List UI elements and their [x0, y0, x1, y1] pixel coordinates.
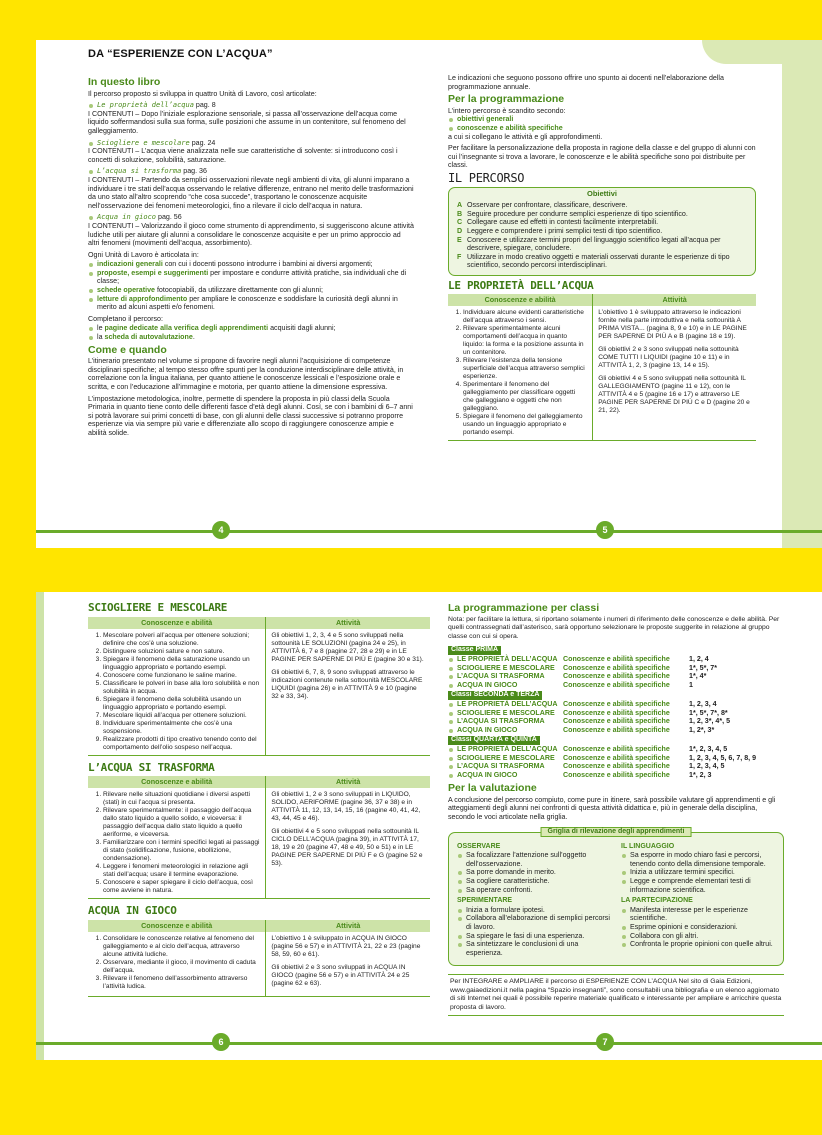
unit-table	[88, 920, 430, 997]
paragraph: L’intero percorso è scandito secondo:	[448, 106, 566, 115]
table-header: Conoscenze e abilità	[88, 617, 266, 629]
skills-numbers: 1, 2, 3*, 4*, 5	[689, 717, 731, 726]
knowledge-item: 4. Sperimentare il fenomeno del galleggiamento per classificare oggetti che galleggiano e oggetti che non galleggiano.	[463, 381, 587, 413]
list-item	[88, 295, 414, 312]
grid-group-title: LA PARTECIPAZIONE	[621, 897, 693, 905]
objectives-title: Obiettivi	[586, 188, 617, 198]
skills-numbers: 1, 2, 3, 4, 5	[689, 762, 725, 771]
skills-numbers: 1, 2, 3, 4, 5, 6, 7, 8, 9	[689, 753, 757, 762]
unit-page: pag. 56	[158, 213, 182, 222]
item-text: .	[192, 333, 195, 342]
unit-name: Sciogliere e mescolare	[97, 138, 190, 147]
unit-name: L’ACQUA SI TRASFORMA	[457, 717, 545, 726]
knowledge-list	[103, 935, 260, 991]
objective-letter: D	[457, 226, 463, 235]
knowledge-item: 1. Consolidare le conoscenze relative al fenomeno del galleggiamento e al ciclo dell’acqua, attraverso alcune attività ludiche.	[103, 935, 260, 959]
unit-page: pag. 8	[195, 101, 216, 110]
page-number: 6	[212, 1033, 230, 1051]
knowledge-item: 2. Distinguere soluzioni sature e non sature.	[103, 648, 260, 656]
knowledge-item: 3. Familiarizzare con i termini specifici legati ai passaggi di stato (solidificazione, fusione, ebollizione, condensazione).	[103, 839, 260, 863]
class-tag: Classi QUARTA e QUINTA	[448, 736, 540, 745]
item-text: fotocopiabili, da utilizzare direttamente con gli alunni;	[154, 286, 323, 295]
activities-cell	[266, 629, 430, 756]
unit-name: SCIOGLIERE E MESCOLARE	[457, 663, 555, 672]
section-title: Come e quando	[88, 343, 167, 356]
paragraph: Il percorso proposto si sviluppa in quattro Unità di Lavoro, così articolate:	[88, 89, 317, 98]
page-number: 4	[212, 521, 230, 539]
class-distribution	[448, 644, 784, 779]
paragraph: L’itinerario presentato nel volume si propone di favorire negli alunni l’acquisizione di competenze disciplinari specifiche; al tempo stesso offre spunti per la conduzione interdisciplinare delle attività, in correlazione con la lingua italiana, per quanto attiene le conoscenze lessicali e l’esposizione orale e scritta, e con l’educazione all’immagine e motoria, per quanto attiene la dimensione espressiva.	[88, 357, 404, 391]
section-title: Per la programmazione	[448, 93, 565, 106]
unit-name: L’ACQUA SI TRASFORMA	[457, 762, 545, 771]
unit-table	[448, 294, 756, 441]
unit-name: LE PROPRIETÀ DELL’ACQUA	[457, 654, 558, 663]
grid-group-title: OSSERVARE	[457, 842, 501, 850]
grid-item: Esprime opinioni e considerazioni.	[621, 923, 775, 932]
item-key: scheda di autovalutazione	[104, 333, 193, 342]
objective-letter: C	[457, 218, 463, 227]
class-row	[448, 672, 784, 681]
list-item	[88, 324, 414, 333]
list-item	[88, 333, 414, 342]
unit-table	[88, 617, 430, 756]
table-header: Attività	[266, 776, 430, 788]
objective-text: Leggere e comprendere i primi semplici testi di tipo scientifico.	[467, 226, 663, 235]
grid-item: Inizia a formulare ipotesi.	[457, 906, 611, 915]
section-title: In questo libro	[88, 76, 161, 88]
grid-group-title: SPERIMENTARE	[457, 897, 513, 905]
unit-table	[88, 776, 430, 899]
knowledge-item: 1. Mescolare polveri all’acqua per ottenere soluzioni; definire che cos’è una soluzione.	[103, 632, 260, 648]
table-header: Conoscenze e abilità	[448, 294, 593, 306]
unit-heading	[88, 139, 414, 148]
objective-letter: F	[457, 252, 462, 261]
paragraph: Nota: per facilitare la lettura, si riportano solamente i numeri di riferimento delle conoscenze e delle abilità. Per quelli contrassegnati dall’asterisco, sarà opportuno selezionare le proposte suggerite in relazione al gruppo classe con cui si opera.	[448, 615, 780, 640]
class-row	[448, 681, 784, 690]
page-7-column	[448, 600, 784, 1016]
knowledge-item: 5. Spiegare il fenomeno del galleggiamento usando un linguaggio appropriato e portando esempi.	[463, 413, 587, 437]
knowledge-list	[103, 791, 260, 895]
class-row	[448, 745, 784, 754]
list-item	[88, 286, 414, 295]
unit-name: Acqua in gioco	[97, 213, 157, 222]
objective-item	[457, 201, 747, 210]
grid-item: Sa focalizzare l’attenzione sull’oggetto dell’osservazione.	[457, 851, 611, 868]
skills-numbers: 1*, 5*, 7*	[689, 663, 718, 672]
page-header	[88, 48, 273, 60]
unit-description: I CONTENUTI – L’acqua viene analizzata nelle sue caratteristiche di solvente: si introducono così i concetti di soluzione, solubilità, saturazione.	[88, 147, 398, 164]
unit-name: SCIOGLIERE E MESCOLARE	[457, 753, 555, 762]
unit-list	[88, 101, 414, 248]
item-key: indicazioni generali	[97, 260, 163, 269]
class-row	[448, 717, 784, 726]
knowledge-item: 4. Conoscere come funzionano le saline marine.	[103, 672, 260, 680]
paragraph: L’impostazione metodologica, inoltre, permette di spendere la proposta in più classi della Scuola Primaria in quanto tiene conto delle differenti fasce d’età degli alunni. Così, se con i bambini di 6–7 anni si potrà lavorare sui primi concetti di base, con gli alunni delle classi successive si potranno proporre esperienze via via sempre più varie e differenziate allo scopo di raggiungere conoscenze ampie e abilità solide.	[88, 394, 413, 437]
knowledge-item: 2. Rilevare sperimentalmente: il passaggio dell’acqua dallo stato liquido a quello solido, e viceversa: il passaggio dell’acqua dallo stato liquido a quello aeriforme, e viceversa.	[103, 807, 260, 839]
skills-label: Conoscenze e abilità specifiche	[563, 680, 670, 689]
section-title: La programmazione per classi	[448, 602, 600, 614]
skills-label: Conoscenze e abilità specifiche	[563, 753, 670, 762]
skills-numbers: 1*, 5*, 7*, 8*	[689, 708, 728, 717]
objective-text: Collegare cause ed effetti in contesti facilmente interpretabili.	[467, 218, 659, 227]
knowledge-item: 4. Leggere i fenomeni meteorologici in relazione agli stati dell’acqua; usare il termine evaporazione.	[103, 863, 260, 879]
skills-label: Conoscenze e abilità specifiche	[563, 699, 670, 708]
header-prefix: DA	[88, 48, 108, 60]
unit-name: ACQUA IN GIOCO	[457, 770, 518, 779]
grid-group-list	[457, 851, 611, 894]
knowledge-item: 7. Mescolare liquidi all’acqua per ottenere soluzioni.	[103, 712, 260, 720]
info-note: Per INTEGRARE e AMPLIARE il percorso di ESPERIENZE CON L’ACQUA Nel sito di Gaia Edizioni, www.gaiaedizioni.it nella pagina “Spazio insegnanti”, sono consultabili una bibliografia e un elenco aggiornato di siti Internet nei quali è possibile reperire materiale qualificato e interessante per ampliare e arricchire questa proposta di lavoro.	[448, 974, 784, 1016]
item-key: letture di approfondimento	[97, 294, 188, 303]
objective-text: Conoscere e utilizzare termini propri del linguaggio scientifico legati all’acqua per descrivere, spiegare, concludere.	[467, 235, 721, 253]
bullet-icon	[89, 216, 93, 220]
grid-group-list	[621, 906, 775, 949]
objective-item	[457, 218, 747, 227]
objective-letter: E	[457, 235, 462, 244]
list-item: obiettivi generali	[448, 115, 756, 124]
objective-letter: A	[457, 201, 463, 210]
header-title: “ESPERIENZE CON L’ACQUA”	[107, 48, 273, 60]
bullet-list	[88, 260, 414, 312]
skills-numbers: 1, 2*, 3*	[689, 725, 715, 734]
page-4-column	[88, 74, 414, 441]
grid-group-list	[621, 851, 775, 894]
knowledge-item: 6. Spiegare il fenomeno della solubilità usando un linguaggio appropriato e portando esempi.	[103, 696, 260, 712]
grid-item: Legge e comprende elementari testi di informazione scientifica.	[621, 877, 775, 894]
grid-group-title: IL LINGUAGGIO	[621, 842, 675, 850]
skills-numbers: 1*, 2, 3	[689, 770, 712, 779]
skills-label: Conoscenze e abilità specifiche	[563, 770, 670, 779]
section-title: IL PERCORSO	[448, 170, 525, 185]
spread-pages-4-5	[36, 40, 822, 548]
grid-item: Sa sintetizzare le conclusioni di una esperienza.	[457, 940, 611, 957]
unit-heading	[88, 101, 414, 110]
unit-description: I CONTENUTI – Dopo l’iniziale esplorazione sensoriale, si passa all’osservazione dell’acqua come liquido soffermandosi sulla sua forma, sulle posizioni che assume in un contenitore, sul fenomeno del galleggiamento.	[88, 109, 406, 135]
table-header: Conoscenze e abilità	[88, 920, 266, 932]
item-prefix: la	[97, 333, 105, 342]
item-text: per ampliare le conoscenze e soddisfare la curiosità degli alunni in merito ad alcuni aspetti e/o fenomeni.	[97, 294, 398, 312]
unit-page: pag. 24	[191, 138, 216, 147]
knowledge-item: 5. Classificare le polveri in base alla loro solubilità e non solubilità in acqua.	[103, 680, 260, 696]
grid-item: Confronta le proprie opinioni con quelle altrui.	[621, 940, 775, 949]
grid-item: Sa esporre in modo chiaro fasi e percorsi, tenendo conto della dimensione temporale.	[621, 851, 775, 868]
class-row	[448, 762, 784, 771]
page-5-column	[448, 74, 756, 441]
knowledge-item: 1. Rilevare nelle situazioni quotidiane i diversi aspetti (stati) in cui l’acqua si presenta.	[103, 791, 260, 807]
item-key: proposte, esempi e suggerimenti	[97, 268, 209, 277]
objective-item	[457, 227, 747, 236]
unit-name: ACQUA IN GIOCO	[457, 725, 518, 734]
knowledge-item: 1. Individuare alcune evidenti caratteristiche dell’acqua attraverso i sensi.	[463, 309, 587, 325]
class-row	[448, 754, 784, 763]
skills-label: Conoscenze e abilità specifiche	[563, 717, 670, 726]
footer-rule	[36, 530, 822, 533]
class-row	[448, 664, 784, 673]
unit-name: L’acqua si trasforma	[97, 167, 182, 176]
unit-title: L’ACQUA SI TRASFORMA	[88, 760, 215, 774]
bullet-icon	[89, 104, 93, 108]
knowledge-item: 9. Realizzare prodotti di tipo creativo tenendo conto del comportamento dell’olio sospeso nell’acqua.	[103, 736, 260, 752]
knowledge-list	[463, 309, 587, 437]
item-text: con cui i docenti possono introdurre i bambini ai diversi argomenti;	[162, 260, 373, 269]
knowledge-item: 5. Conoscere e saper spiegare il ciclo dell’acqua, così come avviene in natura.	[103, 879, 260, 895]
unit-name: LE PROPRIETÀ DELL’ACQUA	[457, 699, 558, 708]
paragraph: Per facilitare la personalizzazione della proposta in ragione della classe e del gruppo di alunni con cui l’insegnante si trova a lavorare, le conoscenze e le abilità specifiche sono poi distribuite per classi.	[448, 144, 756, 170]
page-edge-decoration	[782, 40, 822, 548]
table-header: Attività	[593, 294, 756, 306]
grid-item: Sa operare confronti.	[457, 886, 611, 895]
paragraph: Completano il percorso:	[88, 314, 163, 323]
footer-rule	[36, 1042, 822, 1045]
activity-text: Gli obiettivi 6, 7, 8, 9 sono sviluppati attraverso le indicazioni contenute nella sottounità MESCOLARE LIQUIDI (pagina 26) e in ATTIVITÀ 9 e 10 (pagine 32 e 33, 34).	[271, 668, 423, 700]
objective-text: Utilizzare in modo creativo oggetti e materiali osservati durante le esperienze di tipo scientifico, secondo percorsi interdisciplinari.	[467, 252, 730, 270]
unit-title: LE PROPRIETÀ DELL’ACQUA	[448, 278, 594, 292]
item-text: per impostare e condurre attività pratiche, sia individuali che di classe;	[97, 268, 407, 286]
activities-cell	[593, 306, 756, 441]
knowledge-item: 2. Osservare, mediante il gioco, il movimento di caduta dell’acqua.	[103, 959, 260, 975]
unit-description: I CONTENUTI – Partendo da semplici osservazioni rilevate negli ambienti di vita, gli alunni imparano a individuare i tre stati dell’acqua osservando le relative differenze, entrano nel merito delle trasformazioni da uno stato all’altro scoprendo “che cosa succede”, trasportano le conoscenze acquisite nell’osservazione dei fenomeni meteorologici, fino a rilevare il ciclo dell’acqua in natura.	[88, 175, 414, 210]
skills-numbers: 1	[689, 680, 693, 689]
objective-item	[457, 210, 747, 219]
skills-numbers: 1*, 2, 3, 4, 5	[689, 744, 728, 753]
objective-letter: B	[457, 209, 463, 218]
skills-label: Conoscenze e abilità specifiche	[563, 654, 670, 663]
activity-text: Gli obiettivi 2 e 3 sono sviluppati in ACQUA IN GIOCO (pagine 56 e 57) e in ATTIVITÀ 24 e 25 (pagine 62 e 63).	[271, 963, 410, 987]
grid-item: Inizia a utilizzare termini specifici.	[621, 868, 775, 877]
class-row	[448, 655, 784, 664]
bullet-list	[448, 115, 756, 132]
skills-numbers: 1*, 4*	[689, 672, 707, 681]
objective-item	[457, 253, 747, 270]
unit-title: SCIOGLIERE E MESCOLARE	[88, 601, 228, 614]
activity-text: Gli obiettivi 4 e 5 sono sviluppati nella sottounità IL CICLO DELL’ACQUA (pagina 39), in ATTIVITÀ 17, 18, 19 e 20 (pagine 47, 48 e 49, 50 e 51) e in LE PAGINE PER SAPERNE DI PIÙ F e G (pagine 52 e 53).	[271, 828, 423, 868]
activities-cell	[266, 932, 430, 997]
paragraph: Le indicazioni che seguono possono offrire uno spunto ai docenti nell’elaborazione della programmazione annuale.	[448, 74, 724, 91]
page-corner-decoration	[702, 40, 822, 64]
class-tag: Classi SECONDA e TERZA	[448, 691, 542, 700]
skills-numbers: 1, 2, 4	[689, 654, 709, 663]
skills-numbers: 1, 2, 3, 4	[689, 699, 717, 708]
page-number: 7	[596, 1033, 614, 1051]
grid-item: Sa porre domande in merito.	[457, 868, 611, 877]
unit-name: L’ACQUA SI TRASFORMA	[457, 672, 545, 681]
table-header: Conoscenze e abilità	[88, 776, 266, 788]
unit-name: LE PROPRIETÀ DELL’ACQUA	[457, 744, 558, 753]
skills-label: Conoscenze e abilità specifiche	[563, 708, 670, 717]
objectives-list	[457, 201, 747, 270]
grid-group-list	[457, 906, 611, 958]
spread-pages-6-7	[36, 592, 822, 1060]
paragraph: A conclusione del percorso compiuto, come pure in itinere, sarà possibile valutare gli apprendimenti e gli atteggiamenti degli alunni nei confronti di questa attività didattica e, più in generale della disciplina, secondo le voci articolate nella griglia.	[448, 795, 776, 822]
page-6-column	[88, 600, 430, 997]
class-row	[448, 700, 784, 709]
activity-text: Gli obiettivi 2 e 3 sono sviluppati nella sottounità COME TUTTI I LIQUIDI (pagine 10 e 11) e in ATTIVITÀ 1, 2, 3 (pagine 13, 14 e 15).	[598, 346, 739, 370]
bullet-icon	[89, 170, 93, 174]
grid-item: Collabora all’elaborazione di semplici percorsi di lavoro.	[457, 914, 611, 931]
unit-name: Le proprietà dell’acqua	[97, 101, 194, 110]
grid-column	[457, 841, 611, 961]
class-row	[448, 709, 784, 718]
paragraph: Ogni Unità di Lavoro è articolata in:	[88, 250, 199, 259]
knowledge-item: 3. Rilevare l’esistenza della tensione superficiale dell’acqua attraverso semplici esperienze.	[463, 357, 587, 381]
list-item	[88, 260, 414, 269]
grid-title: Griglia di rilevazione degli apprendimenti	[541, 827, 692, 838]
item-key: pagine dedicate alla verifica degli apprendimenti	[104, 324, 269, 333]
skills-label: Conoscenze e abilità specifiche	[563, 762, 670, 771]
bullet-list	[88, 324, 414, 341]
bullet-icon	[89, 142, 93, 146]
page-edge-decoration	[36, 592, 44, 1060]
unit-page: pag. 36	[183, 167, 207, 176]
grid-column	[621, 841, 775, 961]
item-prefix: le	[97, 324, 105, 333]
activity-text: Gli obiettivi 1, 2, 3, 4 e 5 sono sviluppati nella sottounità LE SOLUZIONI (pagina 24 e 25), in ATTIVITÀ 6, 7 e 8 (pagine 27, 28 e 29) e in LE PAGINE PER SAPERNE DI PIÙ E (pagine 30 e 31).	[271, 631, 424, 663]
item-text: acquisiti dagli alunni;	[268, 324, 336, 333]
list-item	[88, 269, 414, 286]
skills-label: Conoscenze e abilità specifiche	[563, 725, 670, 734]
skills-label: Conoscenze e abilità specifiche	[563, 672, 670, 681]
table-header: Attività	[266, 617, 430, 629]
grid-item: Collabora con gli altri.	[621, 932, 775, 941]
item-key: schede operative	[97, 286, 155, 295]
knowledge-item: 3. Spiegare il fenomeno della saturazione usando un linguaggio appropriato e portando esempi.	[103, 656, 260, 672]
skills-label: Conoscenze e abilità specifiche	[563, 663, 670, 672]
unit-title: ACQUA IN GIOCO	[88, 904, 177, 918]
page-number: 5	[596, 521, 614, 539]
activity-text: L’obiettivo 1 è sviluppato in ACQUA IN GIOCO (pagine 56 e 57) e in ATTIVITÀ 21, 22 e 23 (pagine 58, 59, 60 e 61).	[271, 934, 421, 958]
assessment-grid	[448, 827, 784, 967]
grid-item: Sa cogliere caratteristiche.	[457, 877, 611, 886]
class-tag: Classe PRIMA	[448, 646, 501, 655]
knowledge-list	[103, 632, 260, 752]
objective-text: Seguire procedure per condurre semplici esperienze di tipo scientifico.	[467, 209, 688, 218]
unit-name: ACQUA IN GIOCO	[457, 680, 518, 689]
class-row	[448, 771, 784, 780]
objective-text: Osservare per confrontare, classificare, descrivere.	[467, 201, 628, 210]
activity-text: L’obiettivo 1 è sviluppato attraverso le indicazioni fornite nella parte introduttiva e nella sottounità A PRIMA VISTA... (pagina 8, 9 e 10) e in LE PAGINE PER SAPERNE DI PIÙ A e B (pagine 18 e 19).	[598, 309, 747, 341]
section-title: Per la valutazione	[448, 782, 537, 795]
grid-item: Manifesta interesse per le esperienze scientifiche.	[621, 906, 775, 923]
knowledge-item: 3. Rilevare il fenomeno dell’assorbimento attraverso l’attività ludica.	[103, 975, 260, 991]
unit-description: I CONTENUTI – Valorizzando il gioco come strumento di apprendimento, si suggeriscono alcune attività ludiche utili per aiutare gli alunni a consolidare le conoscenze acquisite e per un primo approccio ad altri fenomeni (movimenti dell’acqua, assorbimento).	[88, 221, 414, 248]
skills-label: Conoscenze e abilità specifiche	[563, 744, 670, 753]
table-header: Attività	[266, 920, 430, 932]
class-row	[448, 726, 784, 735]
knowledge-item: 8. Individuare sperimentalmente che cos’è una sospensione.	[103, 720, 260, 736]
objectives-box	[448, 187, 756, 276]
grid-item: Sa spiegare le fasi di una esperienza.	[457, 932, 611, 941]
objective-item	[457, 236, 747, 253]
unit-heading	[88, 213, 414, 222]
unit-name: SCIOGLIERE E MESCOLARE	[457, 708, 555, 717]
paragraph: a cui si collegano le attività e gli approfondimenti.	[448, 132, 603, 141]
activities-cell	[266, 788, 430, 899]
activity-text: Gli obiettivi 4 e 5 sono sviluppati nella sottounità IL GALLEGGIAMENTO (pagine 11 e 12), con le ATTIVITÀ 4 e 5 (pagine 16 e 17) e attraverso LE PAGINE PER SAPERNE DI PIÙ C e D (pagine 20 e 21, 22).	[598, 375, 750, 415]
list-item: conoscenze e abilità specifiche	[448, 124, 756, 133]
unit-heading	[88, 167, 414, 176]
activity-text: Gli obiettivi 1, 2 e 3 sono sviluppati in LIQUIDO, SOLIDO, AERIFORME (pagine 36, 37 e 38) e in ATTIVITÀ 11, 12, 13, 14, 15, 16 (pagine 40, 41, 42, 43, 44, 45 e 46).	[271, 791, 421, 823]
knowledge-item: 2. Rilevare sperimentalmente alcuni comportamenti dell’acqua in quanto liquido: la forma e la posizione assunta in un contenitore.	[463, 325, 587, 357]
